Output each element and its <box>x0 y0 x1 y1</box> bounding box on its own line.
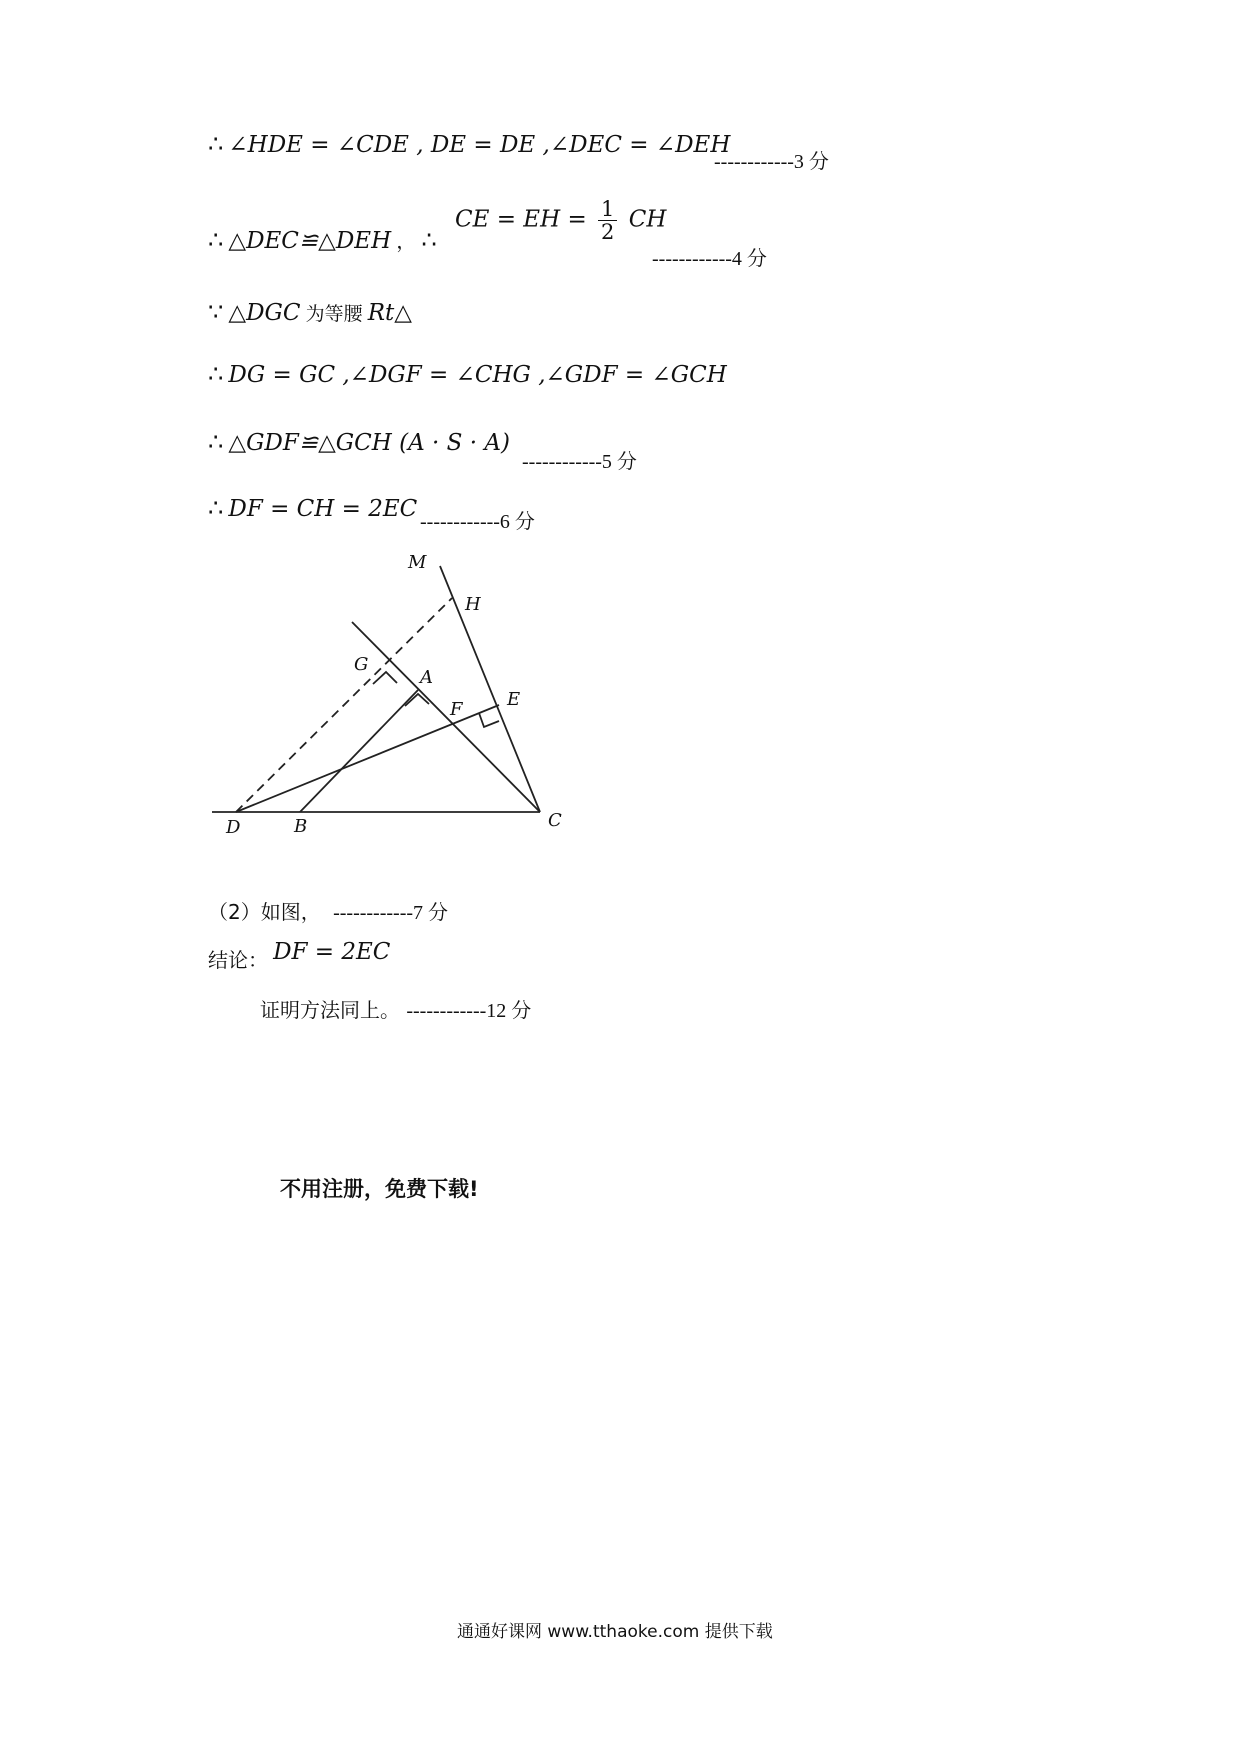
line-ca-extended <box>352 622 540 812</box>
right-angle-mark-e <box>479 713 499 727</box>
score-marker: ------------7 分 <box>333 902 449 924</box>
conclusion-label: 结论： <box>208 948 268 972</box>
therefore-symbol: ∴ <box>208 494 224 522</box>
math-expression: ∠HDE = ∠CDE , DE = DE ,∠DEC = ∠DEH <box>228 132 731 158</box>
because-symbol: ∵ <box>208 298 224 326</box>
label-b: B <box>294 816 308 837</box>
math-expression: △GDF≌△GCH (A · S · A) <box>228 430 510 456</box>
score-marker: ------------12 分 <box>406 1000 532 1022</box>
fraction-denominator: 2 <box>601 220 615 244</box>
conclusion-math: DF = 2EC <box>273 939 391 965</box>
line-dh-dashed <box>236 598 452 812</box>
math-expression: CE = EH = <box>455 206 587 233</box>
part2-conclusion <box>208 939 391 973</box>
math-expression: CH <box>628 206 667 233</box>
fraction-numerator: 1 <box>598 198 617 221</box>
math-expression: Rt△ <box>367 300 412 326</box>
therefore-symbol: ∴ <box>208 360 224 388</box>
score-marker: ------------4 分 <box>652 248 767 270</box>
therefore-symbol: ∴ <box>208 226 224 254</box>
score-marker: ------------6 分 <box>420 511 535 533</box>
ad-text: 不用注册，免费下载! <box>280 1177 479 1201</box>
page-footer: 通通好课网 www.tthaoke.com 提供下载 <box>457 1622 773 1642</box>
label-d: D <box>226 817 241 838</box>
label-m: M <box>408 552 427 573</box>
math-expression: DF = CH = 2EC <box>228 496 418 522</box>
therefore-symbol: ∴ <box>208 428 224 456</box>
label-f: F <box>450 699 463 720</box>
therefore-symbol: ∴ <box>421 226 437 254</box>
label-a: A <box>420 667 433 688</box>
text: 为等腰 <box>305 303 363 325</box>
score-marker: ------------5 分 <box>522 451 637 473</box>
label-e: E <box>507 689 521 710</box>
label-c: C <box>548 810 562 831</box>
part2-proof <box>260 994 531 1023</box>
part2-heading: （2）如图， <box>208 900 321 924</box>
proof-text: 证明方法同上。 <box>260 998 400 1022</box>
score-marker: ------------3 分 <box>714 151 829 173</box>
label-g: G <box>354 654 369 675</box>
math-expression: △DGC <box>228 300 301 326</box>
line-ba <box>300 690 418 812</box>
math-expression: △DEC≌△DEH <box>228 228 392 254</box>
label-h: H <box>465 594 481 615</box>
line-de <box>236 705 499 812</box>
line-cm <box>440 566 540 812</box>
math-expression: DG = GC ,∠DGF = ∠CHG ,∠GDF = ∠GCH <box>228 362 727 388</box>
separator: ， <box>396 229 417 253</box>
therefore-symbol: ∴ <box>208 130 224 158</box>
part2-line1 <box>208 896 448 925</box>
